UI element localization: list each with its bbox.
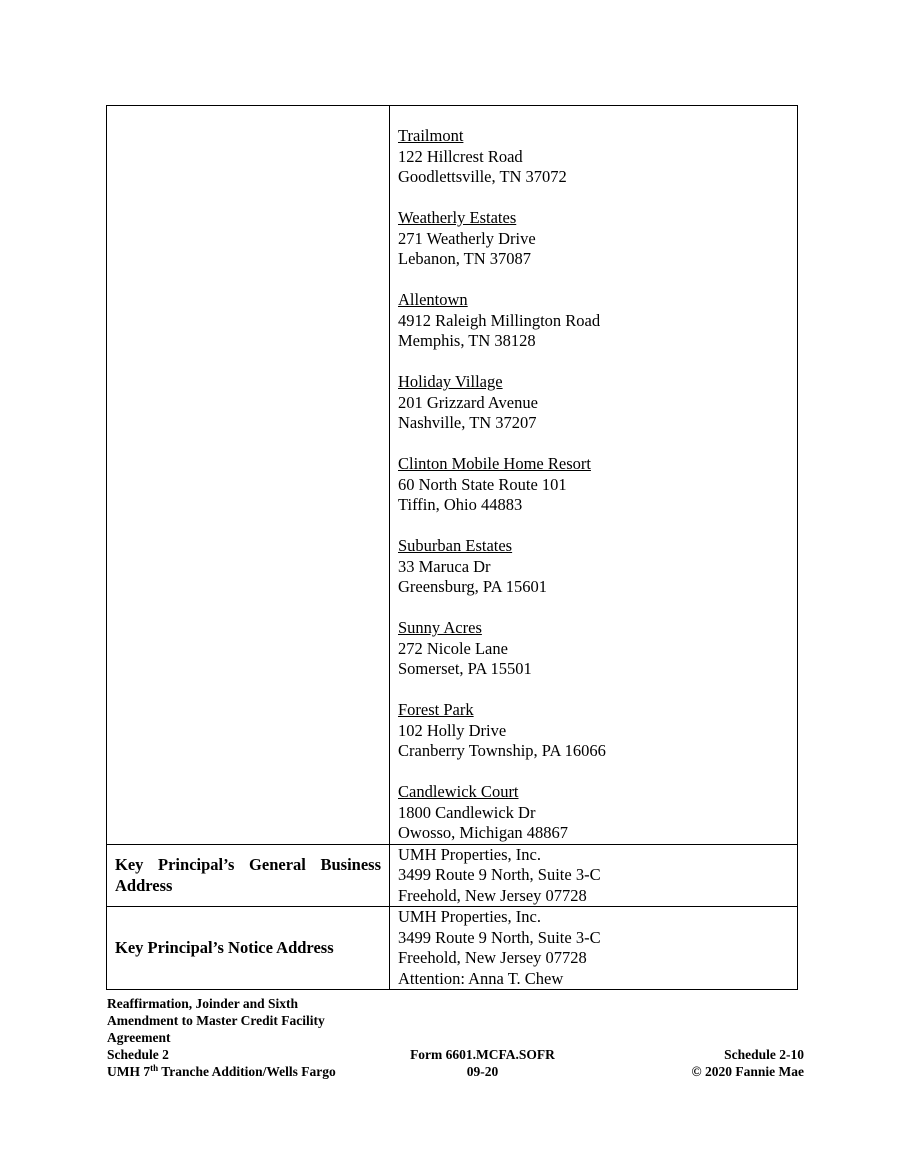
- property-name: Weatherly Estates: [398, 208, 517, 227]
- general-business-label: Key Principal’s General Business Address: [115, 855, 381, 896]
- property-street: 271 Weatherly Drive: [398, 228, 536, 248]
- footer-left-line: Reaffirmation, Joinder and Sixth: [107, 996, 299, 1011]
- address-line: Attention: Anna T. Chew: [398, 968, 564, 988]
- address-line: UMH Properties, Inc.: [398, 907, 541, 926]
- property-name: Holiday Village: [398, 372, 503, 391]
- property-entry: [398, 208, 797, 270]
- property-city: Goodlettsville, TN 37072: [398, 167, 567, 186]
- property-name: Allentown: [398, 290, 468, 309]
- property-entry: [398, 536, 797, 598]
- schedule-page: Schedule 2-10: [724, 1047, 804, 1062]
- property-entry: [398, 126, 797, 188]
- property-street: 4912 Raleigh Millington Road: [398, 310, 601, 330]
- property-entry: [398, 618, 797, 680]
- property-city: Owosso, Michigan 48867: [398, 823, 569, 842]
- address-line: 3499 Route 9 North, Suite 3-C: [398, 865, 601, 884]
- property-entry: [398, 290, 797, 352]
- copyright: © 2020 Fannie Mae: [691, 1064, 804, 1079]
- empty-label-cell: [107, 106, 390, 845]
- property-city: Greensburg, PA 15601: [398, 577, 547, 596]
- property-street: 33 Maruca Dr: [398, 556, 491, 576]
- property-name: Clinton Mobile Home Resort: [398, 454, 591, 473]
- general-business-row: [107, 844, 798, 907]
- property-name: Sunny Acres: [398, 618, 482, 637]
- address-line: 3499 Route 9 North, Suite 3-C: [398, 927, 601, 947]
- notice-address-cell: [390, 907, 798, 990]
- property-entry: [398, 372, 797, 434]
- notice-label: Key Principal’s Notice Address: [115, 938, 334, 957]
- footer-left-tranche: [107, 1063, 387, 1080]
- address-line: UMH Properties, Inc.: [398, 844, 541, 864]
- footer-left-line: Amendment to Master Credit Facility: [107, 1013, 325, 1028]
- properties-row: [107, 106, 798, 845]
- property-entry: [398, 782, 797, 844]
- property-street: 201 Grizzard Avenue: [398, 392, 538, 412]
- footer-left-line: Agreement: [107, 1030, 171, 1045]
- property-city: Somerset, PA 15501: [398, 659, 532, 678]
- footer-center: [400, 1046, 565, 1080]
- form-number: Form 6601.MCFA.SOFR: [410, 1047, 555, 1062]
- property-name: Trailmont: [398, 126, 464, 145]
- notice-row: [107, 907, 798, 990]
- footer-left: [107, 995, 387, 1080]
- general-business-label-cell: [107, 844, 390, 907]
- notice-address: [390, 907, 797, 989]
- address-line: Freehold, New Jersey 07728: [398, 948, 587, 967]
- footer-right: [692, 1046, 804, 1080]
- footer-left-line: Schedule 2: [107, 1047, 169, 1062]
- notice-label-cell: [107, 907, 390, 990]
- property-city: Memphis, TN 38128: [398, 331, 536, 350]
- tranche-suffix: Tranche Addition/Wells Fargo: [158, 1064, 336, 1079]
- property-entry: [398, 700, 797, 762]
- general-business-address: [390, 845, 797, 907]
- property-list: [390, 106, 797, 844]
- property-street: 1800 Candlewick Dr: [398, 802, 536, 822]
- property-city: Cranberry Township, PA 16066: [398, 741, 606, 760]
- property-street: 272 Nicole Lane: [398, 638, 508, 658]
- form-date: 09-20: [466, 1064, 499, 1079]
- tranche-sup: th: [150, 1063, 159, 1073]
- property-name: Suburban Estates: [398, 536, 513, 555]
- property-city: Tiffin, Ohio 44883: [398, 495, 523, 514]
- property-city: Lebanon, TN 37087: [398, 249, 532, 268]
- address-table: [106, 105, 798, 990]
- general-business-address-cell: [390, 844, 798, 907]
- property-name: Candlewick Court: [398, 782, 519, 801]
- tranche-prefix: UMH 7: [107, 1064, 151, 1079]
- property-street: 60 North State Route 101: [398, 474, 567, 494]
- property-street: 102 Holly Drive: [398, 720, 507, 740]
- property-street: 122 Hillcrest Road: [398, 146, 523, 166]
- property-name: Forest Park: [398, 700, 474, 719]
- property-city: Nashville, TN 37207: [398, 413, 537, 432]
- property-entry: [398, 454, 797, 516]
- address-line: Freehold, New Jersey 07728: [398, 885, 587, 905]
- property-list-cell: [390, 106, 798, 845]
